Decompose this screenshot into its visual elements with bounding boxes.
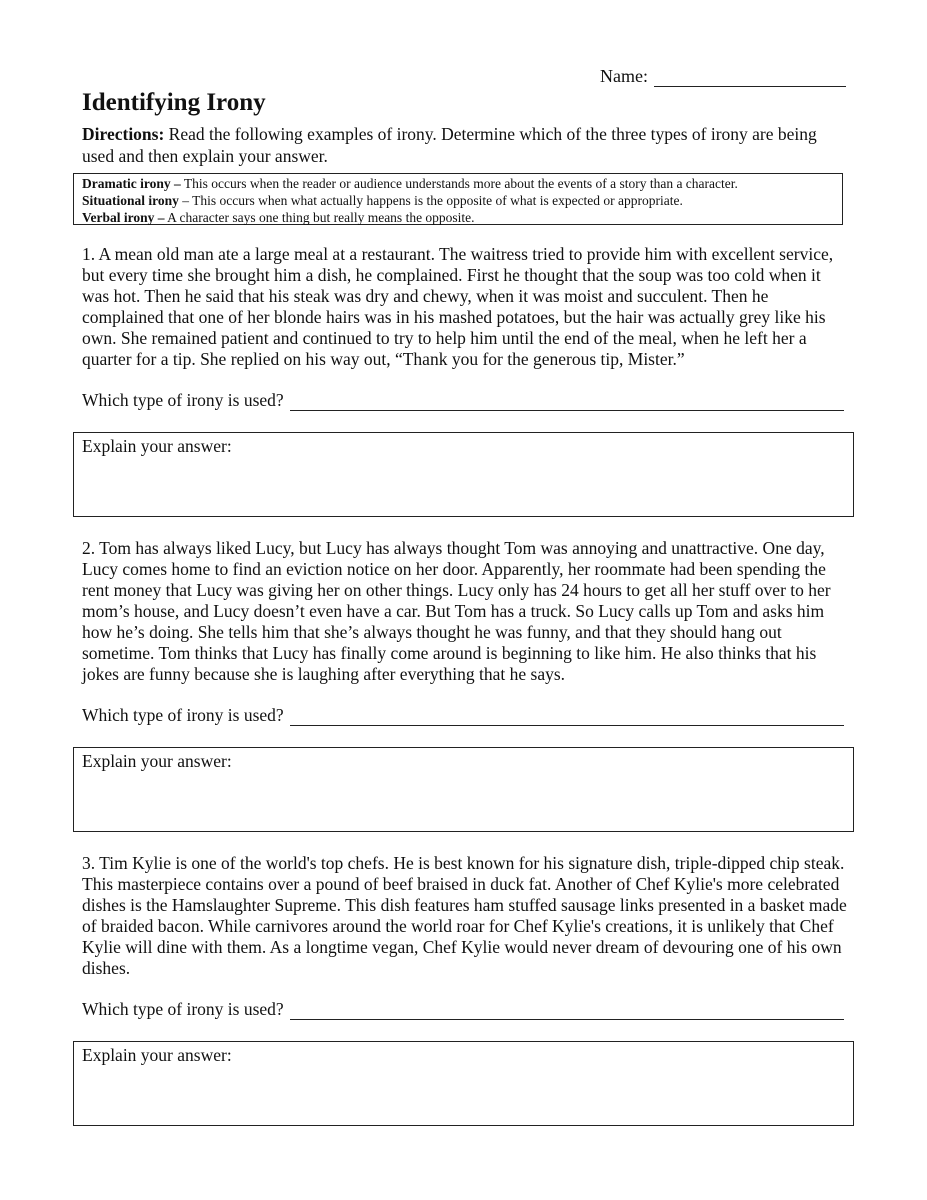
question-2-story: 2. Tom has always liked Lucy, but Lucy has always thought Tom was annoying and unattractive. One day, Lucy comes home to find an eviction notice on her door. Apparently, her roommate had been spending the rent money that Lucy was giving her on other things. Lucy only has 24 hours to get all her stuff over to her mom’s house, and Lucy doesn’t even have a car. But Tom has a truck. So Lucy calls up Tom and asks him how he’s doing. She tells him that she’s always thought he was funny, and that they should hang out sometime. Tom thinks that Lucy has finally come around is beginning to like him. He also thinks that his jokes are funny because she is laughing after everything that he says.	[82, 538, 831, 684]
definition-term: Situational irony	[82, 193, 179, 208]
question-2-prompt-row	[82, 705, 844, 726]
definition-term: Verbal irony –	[82, 210, 165, 225]
directions-text: Read the following examples of irony. Determine which of the three types of irony are being used and then explain your answer.	[82, 124, 817, 166]
definition-situational	[82, 192, 834, 209]
definition-term: Dramatic irony –	[82, 176, 181, 191]
definition-text: This occurs when the reader or audience understands more about the events of a story than a character.	[180, 176, 738, 191]
question-3-explain-box[interactable]	[73, 1041, 854, 1126]
question-1-story: 1. A mean old man ate a large meal at a restaurant. The waitress tried to provide him with excellent service, but every time she brought him a dish, he complained. First he thought that the soup was too cold when it was hot. Then he said that his steak was dry and chewy, when it was moist and succulent. Then he complained that one of her blonde hairs was in his mashed potatoes, but the hair was actually grey like his own. She remained patient and continued to try to help him until the end of the meal, when he left her a quarter for a tip. She replied on his way out, “Thank you for the generous tip, Mister.”	[82, 244, 834, 369]
name-label: Name:	[600, 66, 648, 86]
question-1-explain-label: Explain your answer:	[82, 436, 232, 456]
question-1-explain-box[interactable]	[73, 432, 854, 517]
irony-definitions-box	[73, 173, 843, 225]
question-3-prompt: Which type of irony is used?	[82, 999, 284, 1019]
definition-dramatic	[82, 175, 834, 192]
question-2-explain-box[interactable]	[73, 747, 854, 832]
name-input-line[interactable]	[654, 68, 846, 87]
definition-verbal	[82, 209, 834, 226]
question-3-story: 3. Tim Kylie is one of the world's top chefs. He is best known for his signature dish, triple-dipped chip steak. This masterpiece contains over a pound of beef braised in duck fat. Another of Chef Kylie's more celebrated dishes is the Hamslaughter Supreme. This dish features ham stuffed sausage links presented in a basket made of braided bacon. While carnivores around the world roar for Chef Kylie's creations, it is unlikely that Chef Kylie will dine with them. As a longtime vegan, Chef Kylie would never dream of devouring one of his own dishes.	[82, 853, 847, 978]
question-1-prompt-row	[82, 390, 844, 411]
question-3-prompt-row	[82, 999, 844, 1020]
question-2-answer-line[interactable]	[290, 707, 844, 726]
question-3-answer-line[interactable]	[290, 1001, 844, 1020]
name-field-row	[600, 66, 846, 87]
question-2-explain-label: Explain your answer:	[82, 751, 232, 771]
directions-label: Directions:	[82, 124, 165, 144]
definition-text: – This occurs when what actually happens is the opposite of what is expected or appropriate.	[178, 193, 683, 208]
page-title: Identifying Irony	[82, 89, 266, 116]
question-1-answer-line[interactable]	[290, 392, 844, 411]
question-2-prompt: Which type of irony is used?	[82, 705, 284, 725]
question-3-explain-label: Explain your answer:	[82, 1045, 232, 1065]
definition-text: A character says one thing but really means the opposite.	[164, 210, 475, 225]
question-1-prompt: Which type of irony is used?	[82, 390, 284, 410]
directions	[82, 123, 842, 167]
